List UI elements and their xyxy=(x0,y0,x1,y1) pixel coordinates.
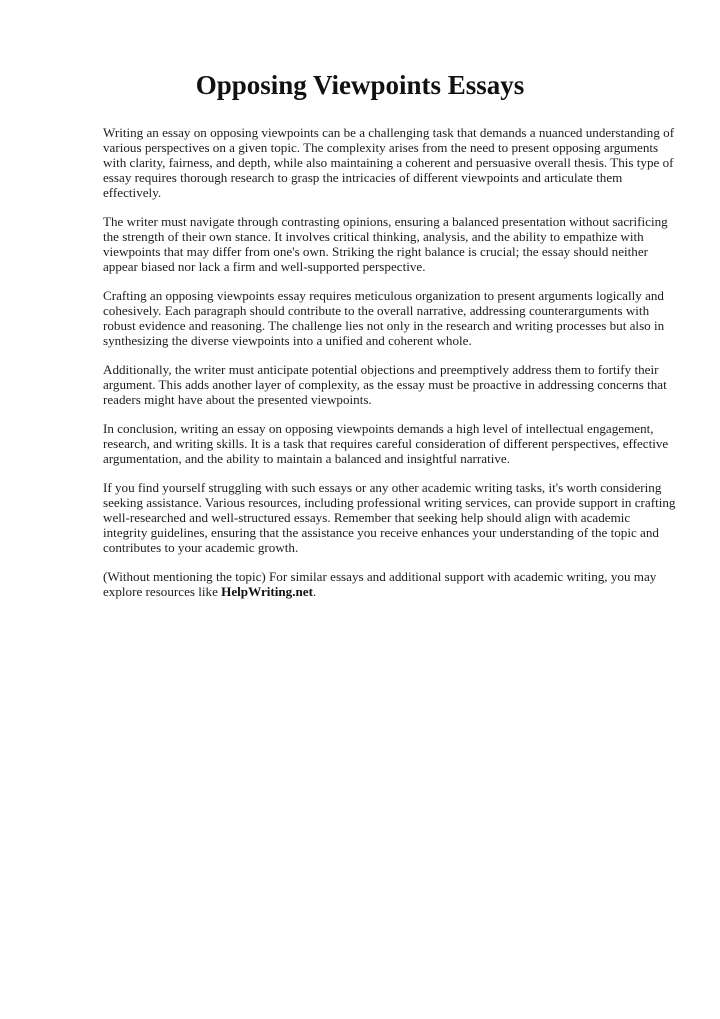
paragraph-closing xyxy=(103,569,677,599)
paragraph-objections: Additionally, the writer must anticipate potential objections and preemptively address them to fortify their argument. This adds another layer of complexity, as the essay must be proactive in addressing concerns that readers might have about the presented viewpoints. xyxy=(103,362,667,407)
paragraph-organization: Crafting an opposing viewpoints essay requires meticulous organization to present arguments logically and cohesively. Each paragraph should contribute to the overall narrative, addressing counterarguments with robust evidence and reasoning. The challenge lies not only in the research and writing processes but also in synthesizing the diverse viewpoints into a unified and coherent whole. xyxy=(103,288,665,348)
closing-text: (Without mentioning the topic) For similar essays and additional support with academic writing, you may explore resources like xyxy=(103,569,657,599)
paragraph-assistance: If you find yourself struggling with such essays or any other academic writing tasks, it's worth considering seeking assistance. Various resources, including professional writing services, can provide support in crafting well-researched and well-structured essays. Remember that seeking help should align with academic integrity guidelines, ensuring that the assistance you receive enhances your understanding of the topic and contributes to your academic growth. xyxy=(103,480,676,555)
paragraph-intro: Writing an essay on opposing viewpoints can be a challenging task that demands a nuanced understanding of various perspectives on a given topic. The complexity arises from the need to present opposing arguments with clarity, fairness, and depth, while also maintaining a coherent and persuasive overall thesis. This type of essay requires thorough research to grasp the intricacies of different viewpoints and articulate them effectively. xyxy=(103,125,675,200)
closing-period: . xyxy=(312,584,317,599)
document-title: Opposing Viewpoints Essays xyxy=(195,70,525,100)
paragraph-conclusion: In conclusion, writing an essay on opposing viewpoints demands a high level of intellectual engagement, research, and writing skills. It is a task that requires careful consideration of different perspectives, effective argumentation, and the ability to maintain a balanced and insightful narrative. xyxy=(103,421,669,466)
paragraph-navigation: The writer must navigate through contrasting opinions, ensuring a balanced presentation without sacrificing the strength of their own stance. It involves critical thinking, analysis, and the ability to empathize with viewpoints that may differ from one's own. Striking the right balance is crucial; the essay should neither appear biased nor lack a firm and well-supported perspective. xyxy=(103,214,668,274)
document-body xyxy=(103,125,677,613)
helpwriting-link[interactable]: HelpWriting.net xyxy=(221,584,313,599)
